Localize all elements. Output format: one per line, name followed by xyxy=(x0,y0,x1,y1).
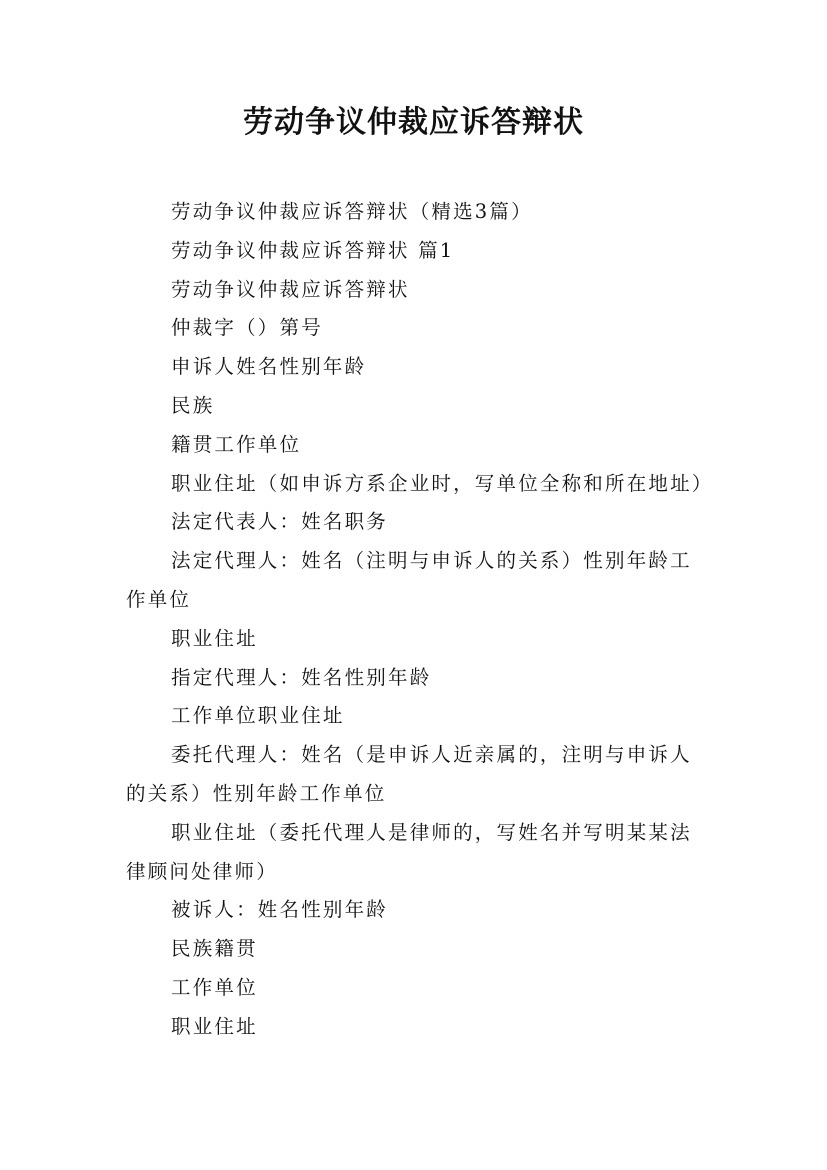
paragraph: 法定代理人：姓名（注明与申诉人的关系）性别年龄工作单位 xyxy=(126,549,692,611)
paragraph: 籍贯工作单位 xyxy=(171,432,302,456)
paragraph: 指定代理人：姓名性别年龄 xyxy=(171,665,432,689)
paragraph: 被诉人：姓名性别年龄 xyxy=(171,898,389,922)
paragraph: 劳动争议仲裁应诉答辩状 篇1 xyxy=(171,238,455,262)
paragraph: 法定代表人：姓名职务 xyxy=(171,510,389,534)
paragraph: 仲裁字（）第号 xyxy=(171,316,323,340)
paragraph: 民族 xyxy=(171,393,215,417)
paragraph: 工作单位 xyxy=(171,975,258,999)
paragraph: 职业住址 xyxy=(171,626,258,650)
paragraph: 职业住址（委托代理人是律师的，写姓名并写明某某法律顾问处律师） xyxy=(126,820,692,883)
document-body xyxy=(126,193,714,1047)
paragraph: 委托代理人：姓名（是申诉人近亲属的，注明与申诉人的关系）性别年龄工作单位 xyxy=(126,743,692,805)
paragraph: 工作单位职业住址 xyxy=(171,704,345,728)
paragraph: 劳动争议仲裁应诉答辩状（精选3篇） xyxy=(171,200,533,223)
document-title: 劳动争议仲裁应诉答辩状 xyxy=(243,105,584,140)
paragraph: 申诉人姓名性别年龄 xyxy=(171,355,367,379)
paragraph: 职业住址（如申诉方系企业时，写单位全称和所在地址） xyxy=(171,471,714,495)
paragraph: 劳动争议仲裁应诉答辩状 xyxy=(171,277,410,301)
paragraph: 职业住址 xyxy=(171,1014,258,1038)
paragraph: 民族籍贯 xyxy=(171,937,258,961)
